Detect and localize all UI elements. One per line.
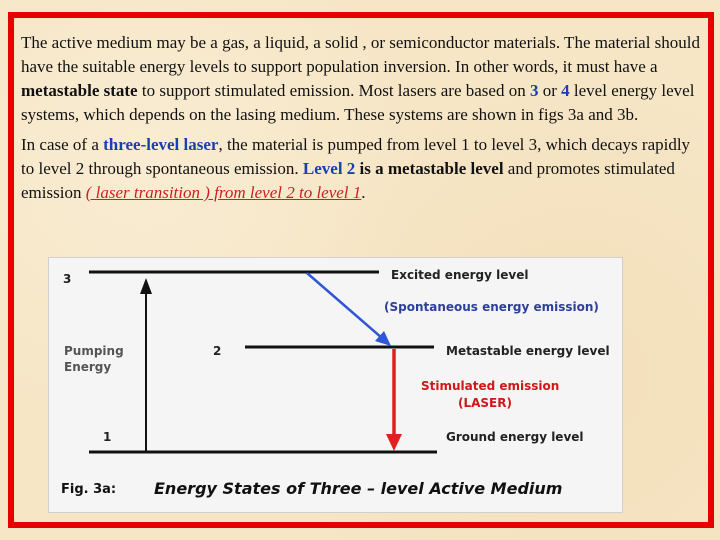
p1-text-4: level energy level systems, which depends on the lasing medium. These systems are shown in figs 3a and 3b.	[21, 81, 695, 124]
number-3: 3	[529, 81, 539, 100]
p1-text-2: to support stimulated emission. Most lasers are based on	[137, 81, 530, 100]
metastable-level-term: is a metastable level	[355, 159, 504, 178]
three-level-laser-term: three-level laser	[103, 135, 219, 154]
level-2-term: Level 2	[302, 159, 356, 178]
figure-number: Fig. 3a:	[61, 482, 117, 497]
paragraph-1	[21, 31, 701, 127]
level-2-number: 2	[213, 344, 222, 358]
paragraph-2	[21, 133, 701, 205]
spontaneous-emission-label: (Spontaneous energy emission)	[384, 300, 599, 314]
energy-level-diagram	[48, 257, 623, 513]
figure-title: Energy States of Three – level Active Medium	[154, 479, 563, 498]
laser-arrow-head	[386, 434, 402, 451]
ground-level-label: Ground energy level	[446, 430, 584, 444]
p2-text-2: , the material is pumped from level 1 to level 3, which decays rapidly to level 2 through spontaneous emission.	[21, 135, 691, 178]
excited-level-label: Excited energy level	[391, 268, 529, 282]
metastable-level-label: Metastable energy level	[446, 344, 610, 358]
pumping-arrow-head	[140, 278, 152, 294]
metastable-state-term: metastable state	[21, 81, 138, 100]
text-block	[21, 31, 701, 205]
pumping-label-line1: Pumping	[64, 344, 124, 358]
laser-label: (LASER)	[458, 396, 512, 410]
p1-text-1: The active medium may be a gas, a liquid, a solid , or semiconductor materials. The material should have the suitable energy levels to support population inversion. In other words, it must have a	[21, 33, 701, 76]
stimulated-emission-label: Stimulated emission	[421, 379, 560, 393]
level-3-number: 3	[63, 272, 72, 286]
spontaneous-arrow-shaft	[307, 273, 382, 338]
p2-text-1: In case of a	[21, 135, 104, 154]
pumping-label-line2: Energy	[64, 360, 112, 374]
laser-transition-link[interactable]: ( laser transition ) from level 2 to level 1	[85, 183, 362, 202]
p2-text-4: and promotes stimulated emission	[21, 159, 675, 202]
p2-text-5: .	[361, 183, 366, 202]
number-4: 4	[561, 81, 570, 100]
p1-text-3: or	[538, 81, 562, 100]
level-1-number: 1	[103, 430, 112, 444]
